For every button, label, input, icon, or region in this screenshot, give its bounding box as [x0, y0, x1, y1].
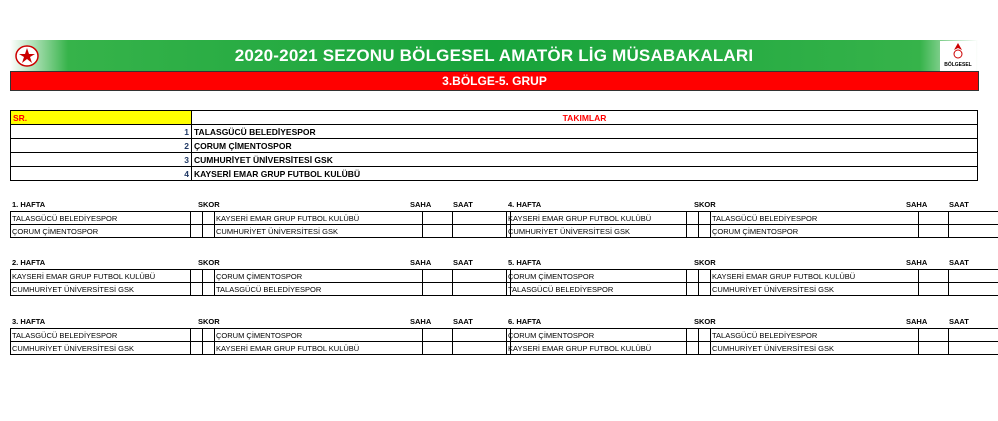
home-team: TALASGÜCÜ BELEDİYESPOR: [11, 212, 191, 225]
home-score-cell[interactable]: [687, 283, 699, 296]
away-score-cell[interactable]: [203, 342, 215, 355]
time-header: SAAT: [949, 200, 969, 209]
match-row: [11, 342, 511, 355]
week-label: 1. HAFTA: [12, 200, 46, 209]
score-header: SKOR: [694, 200, 716, 209]
team-number: 4: [11, 167, 192, 181]
field-cell[interactable]: [919, 212, 949, 225]
away-team: KAYSERİ EMAR GRUP FUTBOL KULÜBÜ: [711, 270, 919, 283]
away-team: CUMHURİYET ÜNİVERSİTESİ GSK: [711, 342, 919, 355]
week-block: [506, 317, 988, 355]
league-logo-text: BÖLGESEL: [944, 62, 972, 68]
time-cell[interactable]: [453, 225, 511, 238]
week-block: [10, 317, 492, 355]
week-block: [506, 200, 988, 238]
week-header: [10, 200, 492, 211]
home-team: KAYSERİ EMAR GRUP FUTBOL KULÜBÜ: [11, 270, 191, 283]
week-block: [10, 258, 492, 296]
away-team: ÇORUM ÇİMENTOSPOR: [215, 329, 423, 342]
away-team: TALASGÜCÜ BELEDİYESPOR: [711, 329, 919, 342]
field-header: SAHA: [410, 200, 432, 209]
time-cell[interactable]: [949, 283, 998, 296]
league-logo-icon: [940, 41, 976, 71]
match-row: [507, 270, 998, 283]
time-cell[interactable]: [949, 329, 998, 342]
away-team: TALASGÜCÜ BELEDİYESPOR: [711, 212, 919, 225]
away-team: KAYSERİ EMAR GRUP FUTBOL KULÜBÜ: [215, 342, 423, 355]
away-score-cell[interactable]: [699, 283, 711, 296]
away-score-cell[interactable]: [203, 283, 215, 296]
team-row: [11, 153, 978, 167]
match-row: [507, 212, 998, 225]
team-row: [11, 125, 978, 139]
match-row: [507, 225, 998, 238]
week-matches-table: [10, 269, 511, 296]
time-header: SAAT: [453, 200, 473, 209]
week-block: [506, 258, 988, 296]
home-score-cell[interactable]: [687, 329, 699, 342]
week-label: 5. HAFTA: [508, 258, 542, 267]
home-team: ÇORUM ÇİMENTOSPOR: [11, 225, 191, 238]
field-cell[interactable]: [423, 342, 453, 355]
home-team: ÇORUM ÇİMENTOSPOR: [507, 329, 687, 342]
away-team: ÇORUM ÇİMENTOSPOR: [711, 225, 919, 238]
away-team: CUMHURİYET ÜNİVERSİTESİ GSK: [215, 225, 423, 238]
time-header: SAAT: [453, 258, 473, 267]
home-team: CUMHURİYET ÜNİVERSİTESİ GSK: [11, 283, 191, 296]
away-team: ÇORUM ÇİMENTOSPOR: [215, 270, 423, 283]
week-header: [506, 317, 988, 328]
score-header: SKOR: [198, 200, 220, 209]
home-score-cell[interactable]: [191, 283, 203, 296]
team-number: 1: [11, 125, 192, 139]
home-score-cell[interactable]: [687, 225, 699, 238]
score-header: SKOR: [198, 258, 220, 267]
home-team: KAYSERİ EMAR GRUP FUTBOL KULÜBÜ: [507, 342, 687, 355]
team-name: ÇORUM ÇİMENTOSPOR: [192, 139, 978, 153]
time-header: SAAT: [453, 317, 473, 326]
away-score-cell[interactable]: [203, 270, 215, 283]
field-cell[interactable]: [919, 283, 949, 296]
home-score-cell[interactable]: [687, 212, 699, 225]
week-matches-table: [506, 328, 998, 355]
week-matches-table: [10, 328, 511, 355]
teams-header: TAKIMLAR: [192, 111, 978, 125]
teams-table: [10, 110, 978, 181]
week-matches-table: [10, 211, 511, 238]
week-header: [10, 317, 492, 328]
home-score-cell[interactable]: [191, 225, 203, 238]
home-score-cell[interactable]: [191, 342, 203, 355]
field-header: SAHA: [410, 258, 432, 267]
page-title: 2020-2021 SEZONU BÖLGESEL AMATÖR LİG MÜSABAKALARI: [234, 46, 754, 65]
away-team: CUMHURİYET ÜNİVERSİTESİ GSK: [711, 283, 919, 296]
field-cell[interactable]: [919, 270, 949, 283]
teams-header-row: [11, 111, 978, 125]
team-name: TALASGÜCÜ BELEDİYESPOR: [192, 125, 978, 139]
match-row: [507, 283, 998, 296]
home-team: CUMHURİYET ÜNİVERSİTESİ GSK: [507, 225, 687, 238]
time-cell[interactable]: [949, 270, 998, 283]
team-number: 2: [11, 139, 192, 153]
week-label: 2. HAFTA: [12, 258, 46, 267]
match-row: [11, 225, 511, 238]
time-cell[interactable]: [453, 342, 511, 355]
field-cell[interactable]: [919, 329, 949, 342]
team-name: CUMHURİYET ÜNİVERSİTESİ GSK: [192, 153, 978, 167]
match-row: [507, 342, 998, 355]
match-row: [11, 212, 511, 225]
match-row: [11, 283, 511, 296]
home-score-cell[interactable]: [687, 270, 699, 283]
away-score-cell[interactable]: [699, 270, 711, 283]
group-title: 3.BÖLGE-5. GRUP: [442, 74, 547, 88]
away-score-cell[interactable]: [203, 225, 215, 238]
match-row: [11, 329, 511, 342]
field-cell[interactable]: [919, 342, 949, 355]
away-score-cell[interactable]: [203, 212, 215, 225]
score-header: SKOR: [694, 258, 716, 267]
home-team: CUMHURİYET ÜNİVERSİTESİ GSK: [11, 342, 191, 355]
home-team: KAYSERİ EMAR GRUP FUTBOL KULÜBÜ: [507, 212, 687, 225]
week-label: 3. HAFTA: [12, 317, 46, 326]
field-cell[interactable]: [423, 283, 453, 296]
home-score-cell[interactable]: [687, 342, 699, 355]
week-header: [10, 258, 492, 269]
score-header: SKOR: [198, 317, 220, 326]
time-cell[interactable]: [453, 212, 511, 225]
time-cell[interactable]: [949, 342, 998, 355]
match-row: [507, 329, 998, 342]
score-header: SKOR: [694, 317, 716, 326]
week-label: 4. HAFTA: [508, 200, 542, 209]
week-matches-table: [506, 211, 998, 238]
team-row: [11, 139, 978, 153]
field-header: SAHA: [906, 258, 928, 267]
away-team: TALASGÜCÜ BELEDİYESPOR: [215, 283, 423, 296]
home-score-cell[interactable]: [191, 212, 203, 225]
time-cell[interactable]: [453, 270, 511, 283]
week-header: [506, 258, 988, 269]
week-label: 6. HAFTA: [508, 317, 542, 326]
home-team: TALASGÜCÜ BELEDİYESPOR: [507, 283, 687, 296]
field-cell[interactable]: [423, 225, 453, 238]
sr-header: SR.: [11, 111, 192, 125]
time-header: SAAT: [949, 258, 969, 267]
time-cell[interactable]: [453, 329, 511, 342]
week-block: [10, 200, 492, 238]
team-number: 3: [11, 153, 192, 167]
home-score-cell[interactable]: [191, 329, 203, 342]
field-cell[interactable]: [423, 270, 453, 283]
away-score-cell[interactable]: [699, 212, 711, 225]
away-score-cell[interactable]: [699, 329, 711, 342]
time-header: SAAT: [949, 317, 969, 326]
field-cell[interactable]: [423, 329, 453, 342]
time-cell[interactable]: [453, 283, 511, 296]
time-cell[interactable]: [949, 225, 998, 238]
team-name: KAYSERİ EMAR GRUP FUTBOL KULÜBÜ: [192, 167, 978, 181]
field-cell[interactable]: [919, 225, 949, 238]
field-header: SAHA: [906, 317, 928, 326]
away-score-cell[interactable]: [699, 342, 711, 355]
week-matches-table: [506, 269, 998, 296]
field-header: SAHA: [410, 317, 432, 326]
field-cell[interactable]: [423, 212, 453, 225]
match-row: [11, 270, 511, 283]
away-score-cell[interactable]: [699, 225, 711, 238]
home-team: ÇORUM ÇİMENTOSPOR: [507, 270, 687, 283]
away-score-cell[interactable]: [203, 329, 215, 342]
home-team: TALASGÜCÜ BELEDİYESPOR: [11, 329, 191, 342]
away-team: KAYSERİ EMAR GRUP FUTBOL KULÜBÜ: [215, 212, 423, 225]
home-score-cell[interactable]: [191, 270, 203, 283]
team-row: [11, 167, 978, 181]
time-cell[interactable]: [949, 212, 998, 225]
field-header: SAHA: [906, 200, 928, 209]
week-header: [506, 200, 988, 211]
